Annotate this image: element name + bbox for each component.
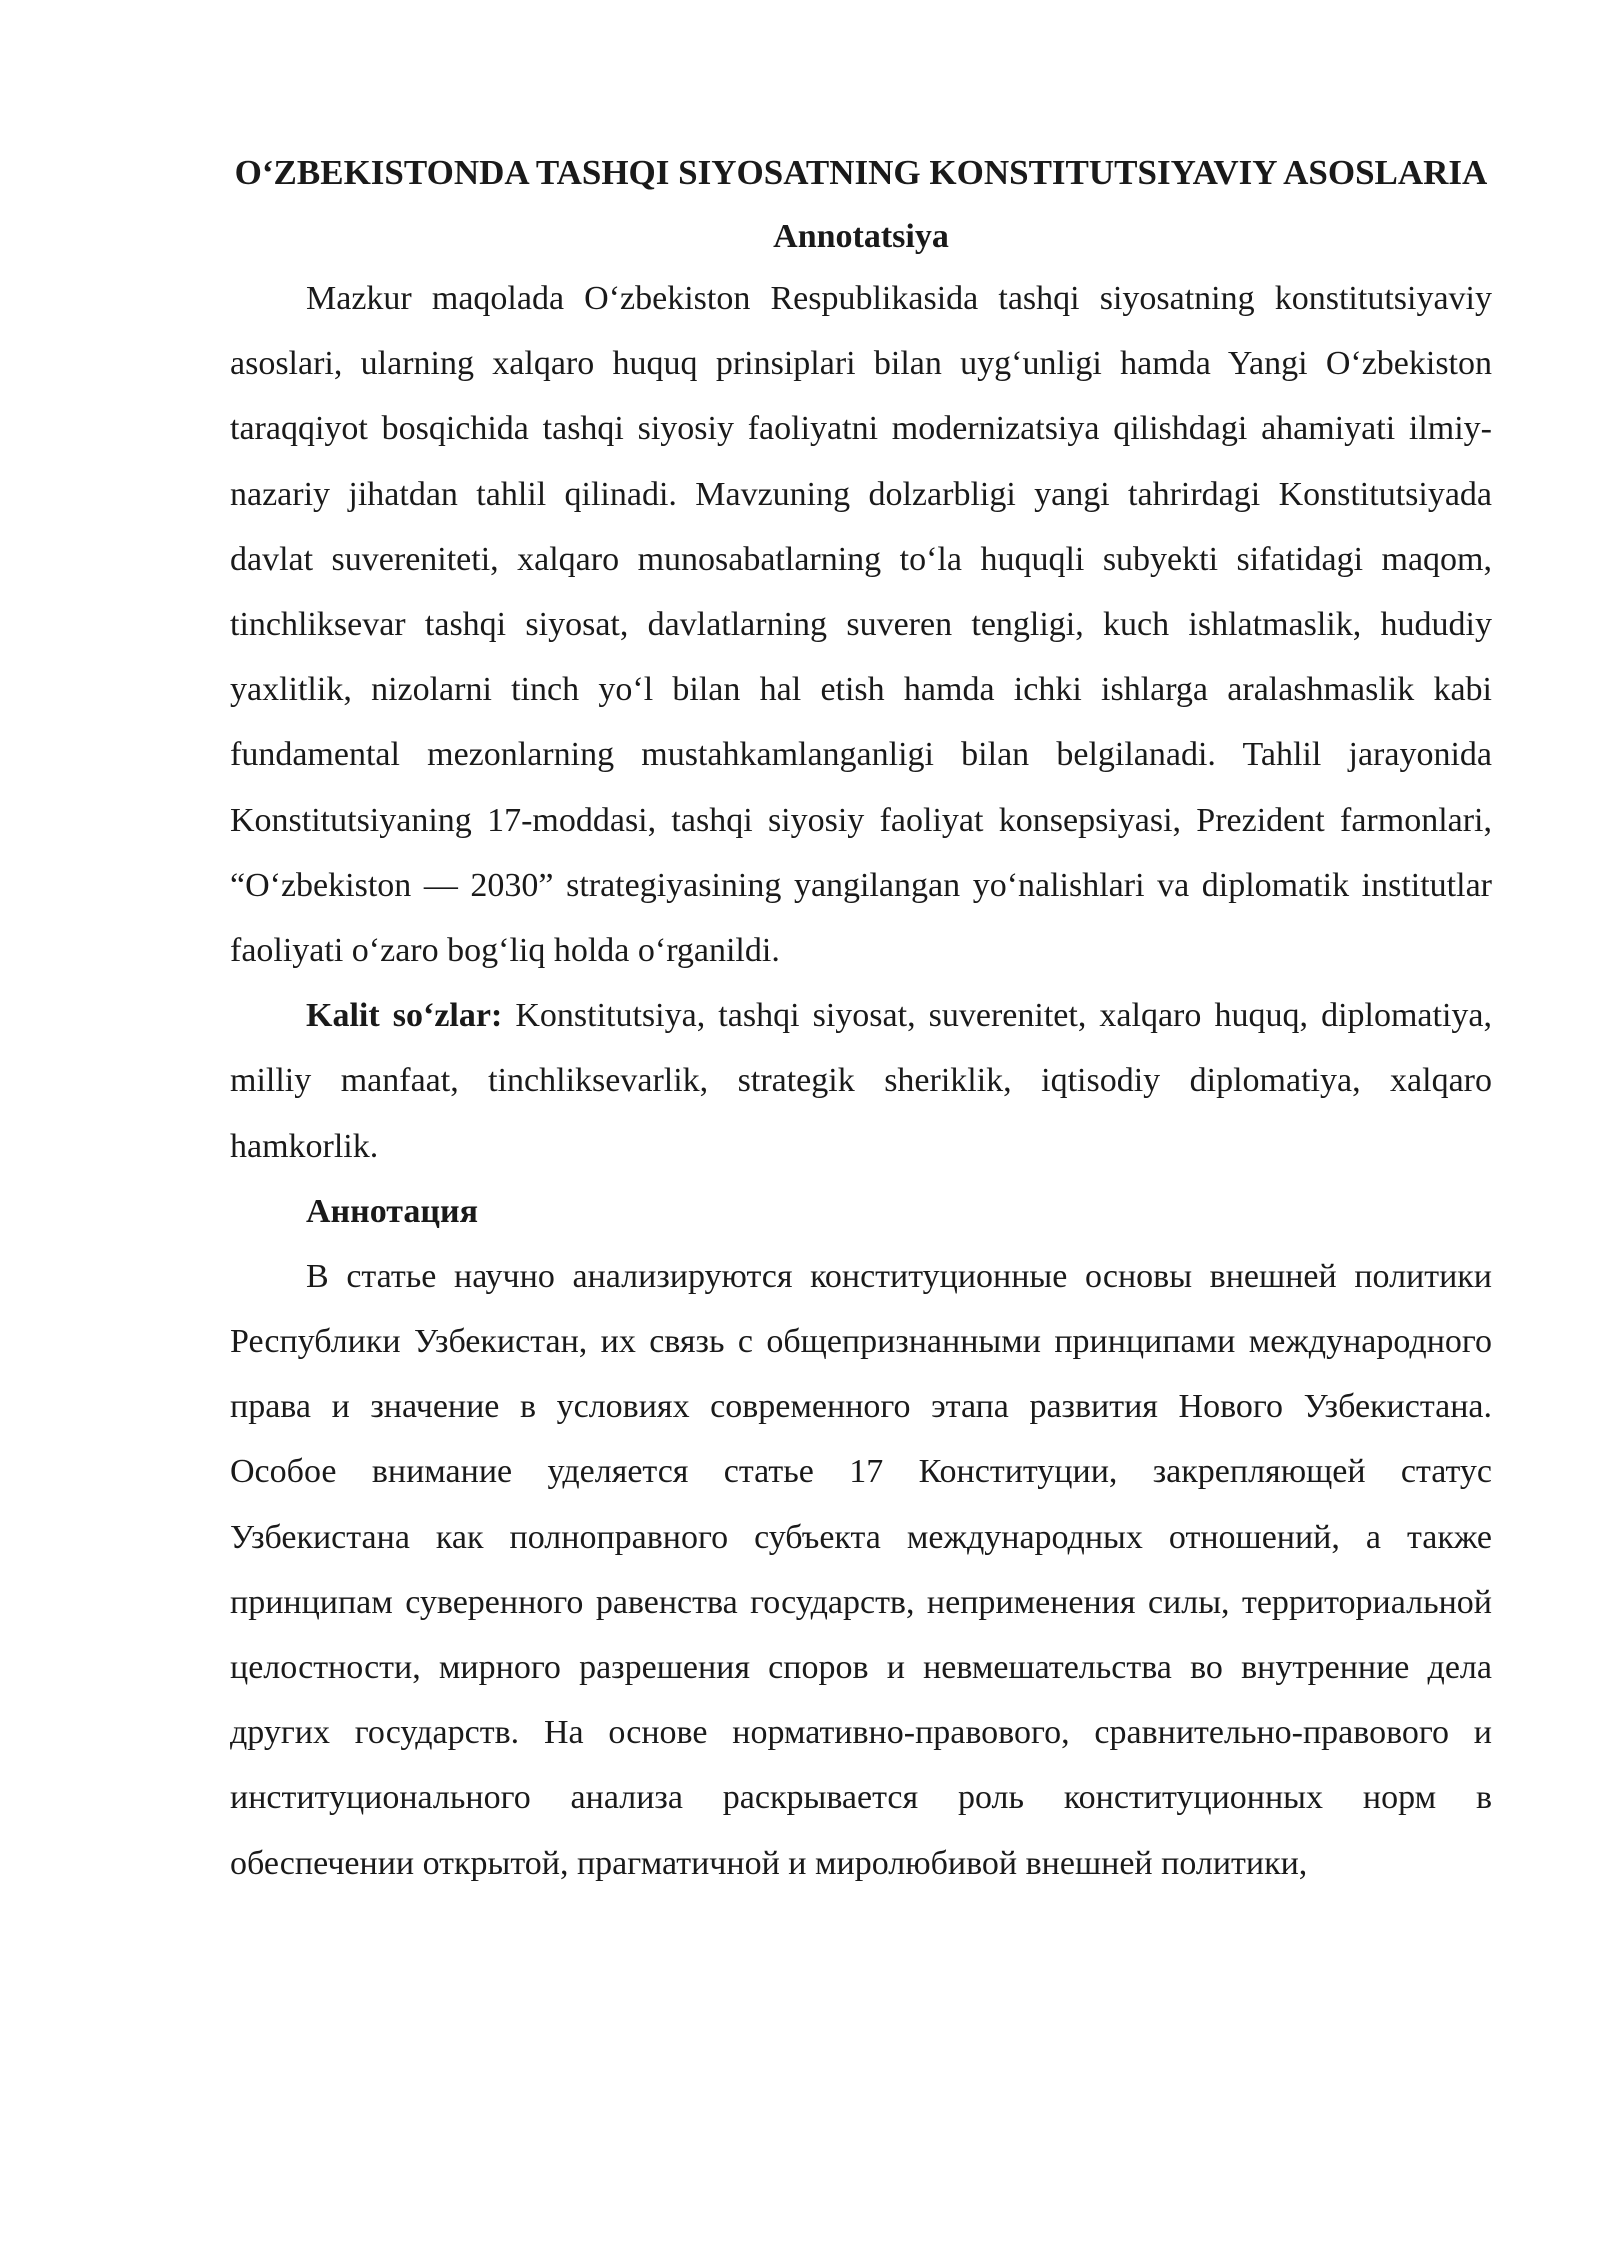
keywords-paragraph bbox=[230, 983, 1492, 1179]
keywords-label: Kalit so‘zlar: bbox=[306, 997, 503, 1035]
annotation-heading: Annotatsiya bbox=[773, 218, 949, 255]
russian-annotation-paragraph: В статье научно анализируются конституционные основы внешней политики Республики Узбекистан, их связь с общепризнанными принципами международного права и значение в условиях современного этапа развития Нового Узбекистана. Особое внимание уделяется статье 17 Конституции, закрепляющей статус Узбекистана как полноправного субъекта международных отношений, а также принципам суверенного равенства государств, неприменения силы, территориальной целостности, мирного разрешения споров и невмешательства во внутренние дела других государств. На основе нормативно-правового, сравнительно-правового и институционального анализа раскрывается роль конституционных норм в обеспечении открытой, прагматичной и миролюбивой внешней политики, bbox=[230, 1257, 1492, 1882]
annotation-paragraph: Mazkur maqolada O‘zbekiston Respublikasida tashqi siyosatning konstitutsiyaviy asoslari, ularning xalqaro huquq prinsiplari bilan uyg‘unligi hamda Yangi O‘zbekiston taraqqiyot bosqichida tashqi siyosiy faoliyatni modernizatsiya qilishdagi ahamiyati ilmiy-nazariy jihatdan tahlil qilinadi. Mavzuning dolzarbligi yangi tahrirdagi Konstitutsiyada davlat suvereniteti, xalqaro munosabatlarning to‘la huquqli subyekti sifatidagi maqom, tinchliksevar tashqi siyosat, davlatlarning suveren tengligi, kuch ishlatmaslik, hududiy yaxlitlik, nizolarni tinch yo‘l bilan hal etish hamda ichki ishlarga aralashmaslik kabi fundamental mezonlarning mustahkamlanganligi bilan belgilanadi. Tahlil jarayonida Konstitutsiyaning 17-moddasi, tashqi siyosiy faoliyat konsepsiyasi, Prezident farmonlari, “O‘zbekiston — 2030” strategiyasining yangilangan yo‘nalishlari va diplomatik institutlar faoliyati o‘zaro bog‘liq holda o‘rganildi. bbox=[230, 280, 1492, 970]
russian-annotation-heading: Аннотация bbox=[306, 1192, 478, 1230]
article-title: O‘ZBEKISTONDA TASHQI SIYOSATNING KONSTITUTSIYAVIY ASOSLARIA bbox=[234, 153, 1488, 192]
keywords-text: Konstitutsiya, tashqi siyosat, suverenitet, xalqaro huquq, diplomatiya, milliy manfaat, tinchliksevarlik, strategik sheriklik, iqtisodiy diplomatiya, xalqaro hamkorlik. bbox=[230, 997, 1492, 1165]
document-page bbox=[230, 150, 1492, 1896]
